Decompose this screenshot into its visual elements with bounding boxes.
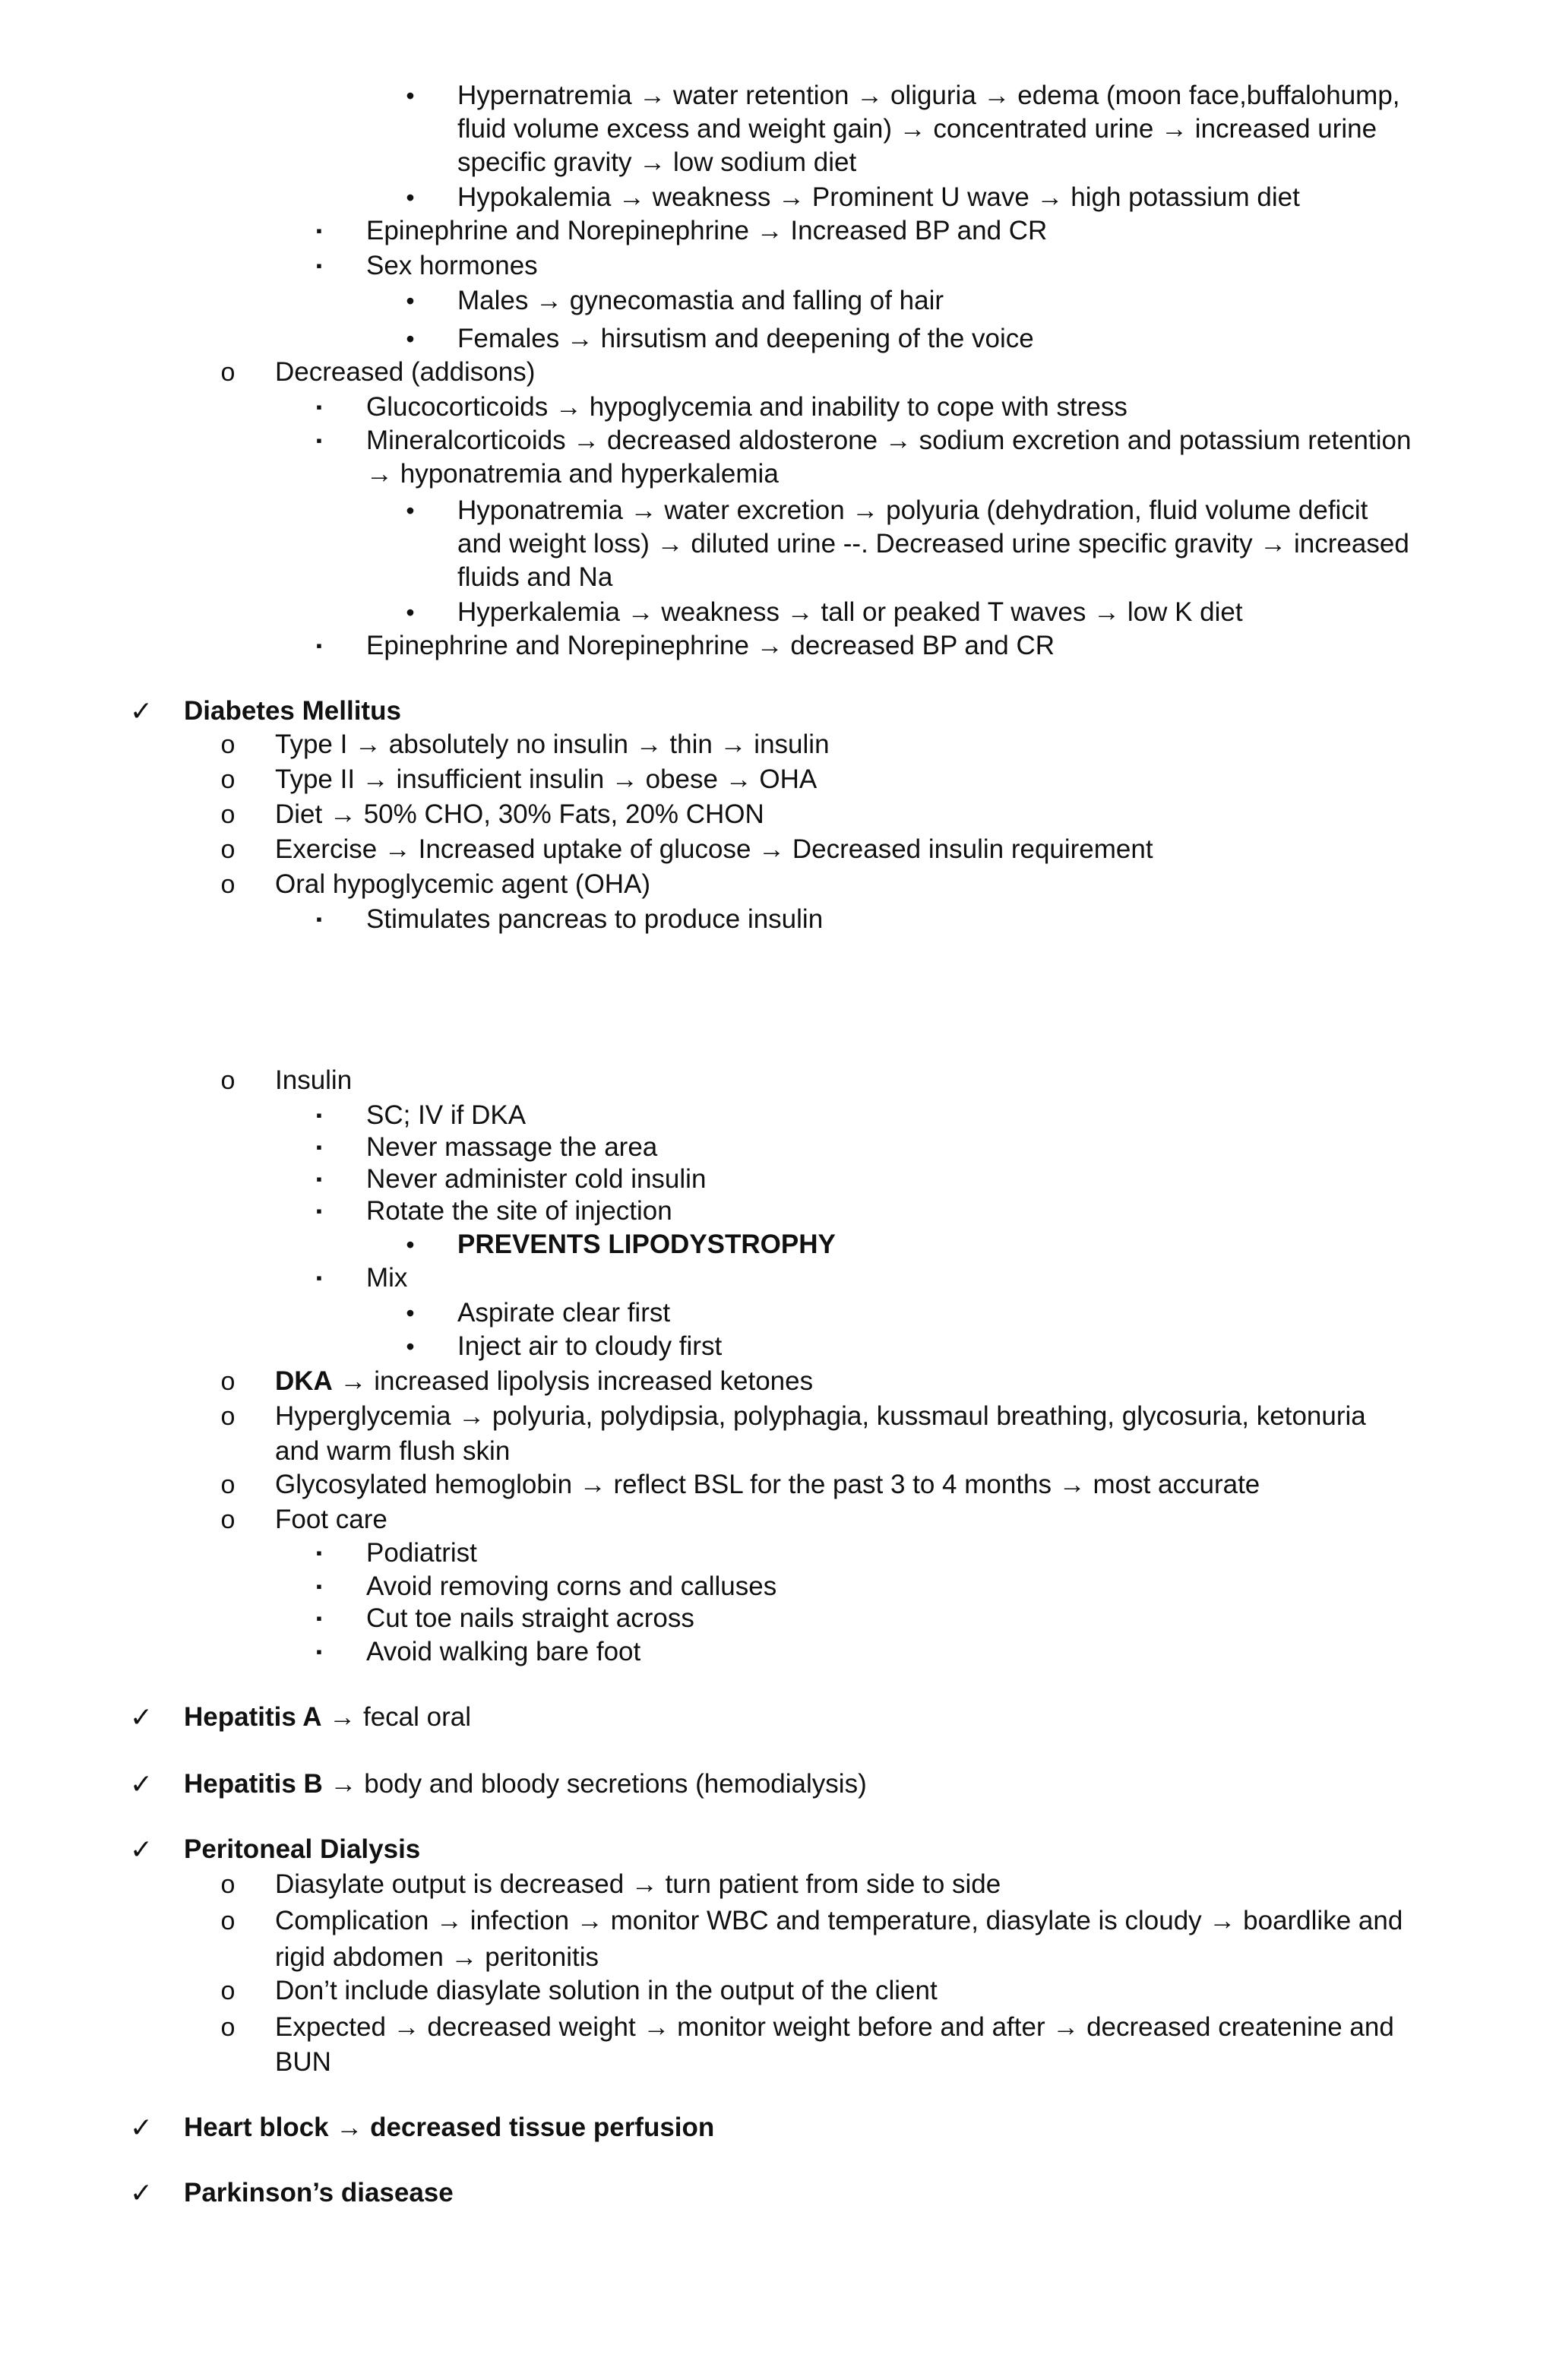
list-marker: ▪ — [316, 1268, 322, 1287]
text-run: rigid abdomen → peritonitis — [275, 1942, 599, 1972]
list-marker: ▪ — [316, 221, 322, 240]
list-text — [275, 356, 535, 389]
list-text — [366, 457, 779, 491]
list-marker: o — [220, 1402, 236, 1431]
list-text — [366, 1163, 706, 1196]
list-text — [275, 2046, 331, 2079]
text-run: Diasylate output is decreased → turn patient from side to side — [275, 1869, 1001, 1899]
text-run: Diet → 50% CHO, 30% Fats, 20% CHON — [275, 799, 764, 829]
list-text — [457, 322, 1034, 356]
list-marker: ▪ — [316, 1201, 322, 1220]
text-run: Hypokalemia → weakness → Prominent U wave → high potassium diet — [457, 182, 1300, 212]
text-run: Mineralcorticoids → decreased aldosterone → sodium excretion and potassium retention — [366, 426, 1412, 455]
list-text — [457, 181, 1300, 214]
text-run: Sex hormones — [366, 251, 538, 280]
text-run: Hyperkalemia → weakness → tall or peaked T waves → low K diet — [457, 597, 1243, 627]
list-marker: ✓ — [129, 1701, 153, 1733]
text-run: Rotate the site of injection — [366, 1196, 672, 1226]
text-run: Type II → insufficient insulin → obese → OHA — [275, 764, 818, 794]
list-marker: o — [220, 1907, 236, 1935]
text-run: Expected → decreased weight → monitor weight before and after → decreased createnine and — [275, 2012, 1394, 2042]
list-marker: ▪ — [316, 1106, 322, 1125]
list-marker: ▪ — [316, 431, 322, 450]
list-text — [184, 2111, 714, 2144]
list-marker: o — [220, 358, 236, 387]
text-run: Decreased (addisons) — [275, 357, 536, 387]
list-marker: • — [406, 184, 415, 211]
list-marker: ▪ — [316, 636, 322, 655]
list-text — [275, 1400, 1366, 1433]
list-marker: • — [406, 287, 415, 315]
list-text — [275, 2011, 1394, 2044]
list-marker: o — [220, 2013, 236, 2042]
list-text — [457, 494, 1368, 527]
text-run: Type I → absolutely no insulin → thin → insulin — [275, 730, 830, 759]
text-run: and weight loss) → diluted urine --. Decreased urine specific gravity → increased — [457, 529, 1409, 559]
list-text — [275, 1904, 1403, 1938]
list-text — [457, 146, 856, 179]
list-marker: o — [220, 800, 236, 829]
bold-text: Hepatitis B — [184, 1769, 323, 1799]
list-text — [275, 763, 817, 796]
list-text — [457, 1228, 836, 1261]
text-run: Epinephrine and Norepinephrine → Increased BP and CR — [366, 216, 1048, 245]
list-text — [366, 1099, 526, 1132]
list-marker: o — [220, 1870, 236, 1899]
list-marker: ▪ — [316, 256, 322, 275]
text-run: Insulin — [275, 1065, 353, 1095]
list-text — [184, 695, 401, 728]
list-text — [366, 1635, 640, 1669]
list-text — [275, 1974, 938, 2008]
text-run: SC; IV if DKA — [366, 1100, 527, 1130]
text-run: fluids and Na — [457, 562, 613, 592]
list-marker: ▪ — [316, 1642, 322, 1661]
text-run: Don’t include diasylate solution in the output of the client — [275, 1976, 938, 2005]
text-run: Inject air to cloudy first — [457, 1331, 723, 1361]
list-marker: ✓ — [129, 1768, 153, 1799]
list-text — [275, 728, 830, 761]
bold-text: Hepatitis A — [184, 1702, 322, 1732]
list-text — [184, 1701, 471, 1734]
text-run: BUN — [275, 2047, 331, 2077]
list-text — [366, 629, 1055, 663]
list-text — [366, 391, 1127, 424]
bold-text: Peritoneal Dialysis — [184, 1834, 421, 1864]
list-text — [366, 1131, 657, 1164]
list-marker: • — [406, 497, 415, 524]
list-marker: o — [220, 835, 236, 864]
list-marker: ▪ — [316, 1609, 322, 1628]
list-marker: ▪ — [316, 910, 322, 929]
list-marker: • — [406, 599, 415, 626]
bold-text: Diabetes Mellitus — [184, 696, 401, 726]
list-text — [457, 284, 944, 318]
list-marker: o — [220, 1367, 236, 1396]
list-text — [275, 1941, 599, 1974]
list-text — [457, 596, 1243, 629]
list-text — [275, 1064, 352, 1097]
list-marker: ▪ — [316, 1138, 322, 1157]
list-marker: • — [406, 82, 415, 109]
list-marker: ✓ — [129, 695, 153, 726]
text-run: Epinephrine and Norepinephrine → decreased BP and CR — [366, 631, 1055, 660]
text-run: Oral hypoglycemic agent (OHA) — [275, 869, 651, 899]
text-run: Hyponatremia → water excretion → polyuria (dehydration, fluid volume deficit — [457, 495, 1368, 525]
text-run: Glucocorticoids → hypoglycemia and inability to cope with stress — [366, 392, 1127, 422]
list-text — [366, 1602, 694, 1635]
list-marker: • — [406, 1231, 415, 1258]
bold-text: Heart block → decreased tissue perfusion — [184, 2113, 715, 2142]
text-run: Mix — [366, 1263, 408, 1293]
list-text — [457, 1330, 722, 1363]
list-text — [184, 1768, 867, 1801]
bold-text: PREVENTS LIPODYSTROPHY — [457, 1230, 836, 1259]
list-marker: ▪ — [316, 397, 322, 416]
bold-text: Parkinson’s diasease — [184, 2178, 454, 2208]
list-text — [457, 112, 1377, 146]
text-run: Avoid walking bare foot — [366, 1637, 641, 1666]
list-marker: ✓ — [129, 2112, 153, 2143]
list-marker: o — [220, 765, 236, 794]
list-text — [457, 561, 612, 594]
list-marker: • — [406, 325, 415, 353]
text-run: Never administer cold insulin — [366, 1164, 707, 1194]
list-text — [275, 1435, 510, 1468]
text-run: Cut toe nails straight across — [366, 1603, 694, 1633]
text-run: Avoid removing corns and calluses — [366, 1571, 777, 1601]
list-text — [275, 1503, 387, 1537]
list-text — [366, 1537, 477, 1570]
list-marker: o — [220, 1505, 236, 1534]
text-run: and warm flush skin — [275, 1436, 511, 1466]
text-run: Aspirate clear first — [457, 1298, 671, 1328]
list-text — [457, 1296, 670, 1330]
list-text — [366, 249, 538, 283]
list-text — [275, 1365, 813, 1398]
text-run: specific gravity → low sodium diet — [457, 147, 857, 177]
text-run: Stimulates pancreas to produce insulin — [366, 904, 824, 934]
text-run: Exercise → Increased uptake of glucose → Decreased insulin requirement — [275, 834, 1153, 864]
list-text — [366, 214, 1047, 248]
text-run: Complication → infection → monitor WBC and temperature, diasylate is cloudy → boardlike and — [275, 1906, 1403, 1935]
list-text — [275, 798, 764, 831]
text-run: Males → gynecomastia and falling of hair — [457, 286, 944, 315]
list-text — [366, 1261, 407, 1295]
text-run: Never massage the area — [366, 1132, 658, 1162]
list-marker: ▪ — [316, 1543, 322, 1562]
list-text — [275, 1468, 1260, 1502]
list-marker: ✓ — [129, 2177, 153, 2208]
list-text — [366, 424, 1411, 457]
text-run: Podiatrist — [366, 1538, 477, 1568]
list-text — [184, 2176, 454, 2210]
list-text — [457, 79, 1400, 112]
list-text — [184, 1833, 420, 1866]
list-text — [366, 1195, 672, 1228]
text-run: Foot care — [275, 1505, 387, 1534]
list-text — [275, 1868, 1001, 1901]
list-text — [366, 1570, 776, 1603]
bold-text: DKA — [275, 1366, 333, 1396]
list-marker: • — [406, 1333, 415, 1360]
text-run: → body and bloody secretions (hemodialysis) — [322, 1769, 867, 1799]
list-marker: o — [220, 1976, 236, 2005]
text-run: Hypernatremia → water retention → oliguria → edema (moon face,buffalohump, — [457, 81, 1400, 110]
list-marker: ▪ — [316, 1577, 322, 1596]
text-run: → hyponatremia and hyperkalemia — [366, 459, 779, 489]
text-run: Glycosylated hemoglobin → reflect BSL for the past 3 to 4 months → most accurate — [275, 1470, 1260, 1499]
list-marker: o — [220, 1066, 236, 1095]
list-text — [275, 868, 650, 901]
list-marker: ▪ — [316, 1169, 322, 1188]
list-marker: • — [406, 1299, 415, 1327]
text-run: Hyperglycemia → polyuria, polydipsia, polyphagia, kussmaul breathing, glycosuria, ketonuria — [275, 1401, 1366, 1431]
text-run: → fecal oral — [321, 1702, 471, 1732]
list-text — [275, 833, 1153, 866]
text-run: Females → hirsutism and deepening of the voice — [457, 324, 1034, 353]
list-marker: o — [220, 730, 236, 759]
text-run: → increased lipolysis increased ketones — [332, 1366, 814, 1396]
text-run: fluid volume excess and weight gain) → concentrated urine → increased urine — [457, 114, 1377, 144]
list-marker: ✓ — [129, 1834, 153, 1865]
list-marker: o — [220, 1470, 236, 1499]
list-text — [366, 903, 823, 936]
list-marker: o — [220, 870, 236, 899]
list-text — [457, 527, 1409, 561]
